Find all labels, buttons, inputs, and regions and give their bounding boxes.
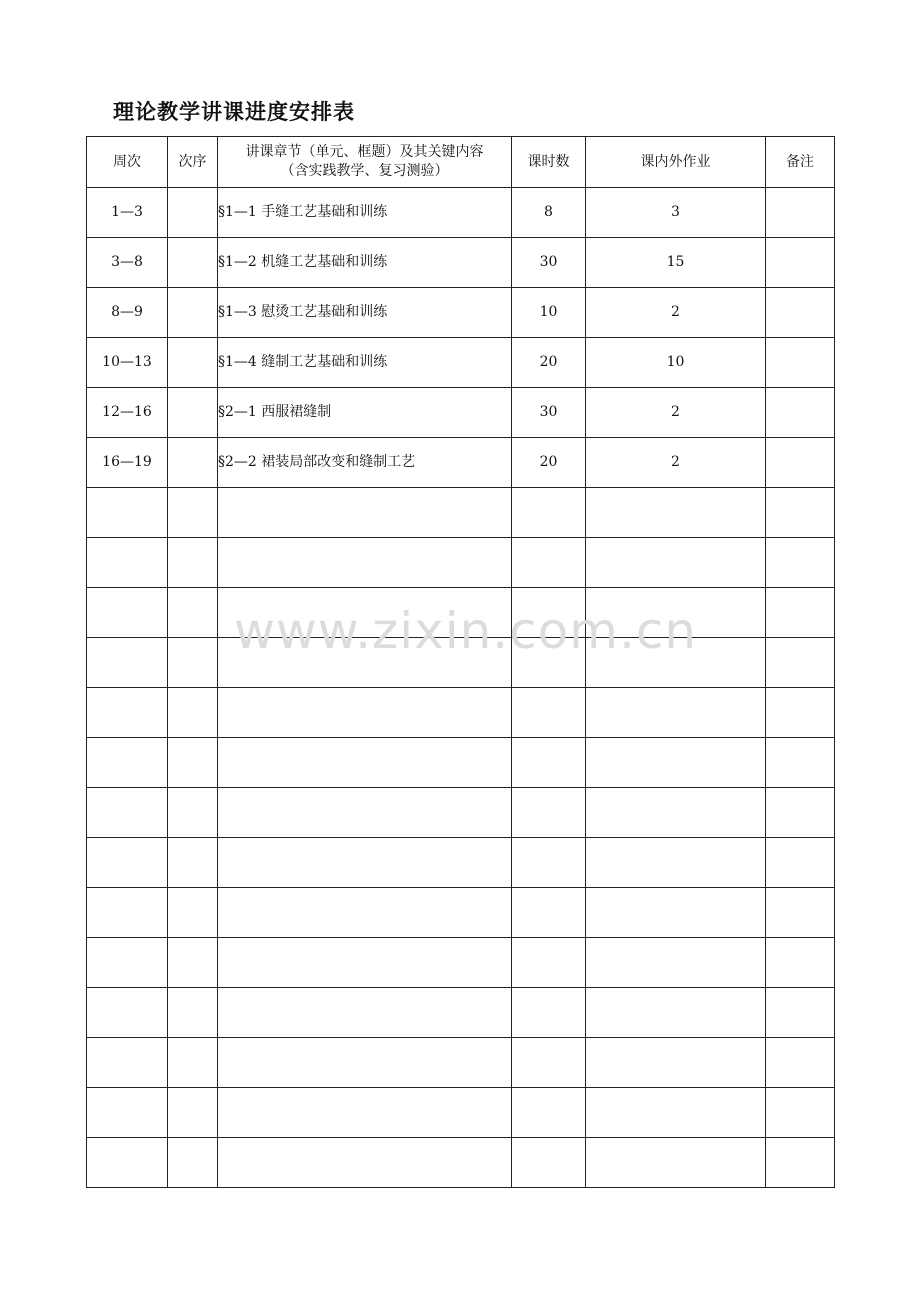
table-row bbox=[87, 338, 835, 388]
cell-topic bbox=[218, 688, 512, 738]
cell-remarks bbox=[766, 938, 835, 988]
cell-homework bbox=[586, 788, 766, 838]
cell-week bbox=[87, 1138, 168, 1188]
table-row bbox=[87, 988, 835, 1038]
schedule-table bbox=[86, 136, 835, 1188]
cell-topic: §2—2 裙装局部改变和缝制工艺 bbox=[218, 438, 512, 488]
cell-order bbox=[168, 438, 218, 488]
cell-hours bbox=[512, 538, 586, 588]
cell-remarks bbox=[766, 988, 835, 1038]
cell-order bbox=[168, 538, 218, 588]
cell-homework bbox=[586, 738, 766, 788]
cell-hours bbox=[512, 588, 586, 638]
cell-week bbox=[87, 638, 168, 688]
cell-hours bbox=[512, 838, 586, 888]
watermark-text: www.zixin.com.cn bbox=[234, 602, 698, 660]
table-row bbox=[87, 188, 835, 238]
cell-topic bbox=[218, 588, 512, 638]
cell-order bbox=[168, 738, 218, 788]
table-row bbox=[87, 438, 835, 488]
cell-hours: 8 bbox=[512, 188, 586, 238]
table-row bbox=[87, 788, 835, 838]
table-row bbox=[87, 388, 835, 438]
cell-remarks bbox=[766, 788, 835, 838]
cell-homework bbox=[586, 1138, 766, 1188]
cell-remarks bbox=[766, 338, 835, 388]
cell-hours: 20 bbox=[512, 438, 586, 488]
cell-week: 16—19 bbox=[87, 438, 168, 488]
table-header-row bbox=[87, 137, 835, 188]
cell-order bbox=[168, 638, 218, 688]
cell-hours bbox=[512, 1088, 586, 1138]
cell-topic: §1—4 缝制工艺基础和训练 bbox=[218, 338, 512, 388]
cell-hours bbox=[512, 638, 586, 688]
cell-homework: 10 bbox=[586, 338, 766, 388]
cell-week: 12—16 bbox=[87, 388, 168, 438]
cell-homework bbox=[586, 888, 766, 938]
cell-topic bbox=[218, 1038, 512, 1088]
header-homework: 课内外作业 bbox=[586, 137, 766, 188]
cell-week bbox=[87, 488, 168, 538]
cell-remarks bbox=[766, 188, 835, 238]
table-row bbox=[87, 938, 835, 988]
cell-order bbox=[168, 1038, 218, 1088]
cell-homework bbox=[586, 1038, 766, 1088]
cell-week bbox=[87, 1088, 168, 1138]
cell-order bbox=[168, 838, 218, 888]
cell-remarks bbox=[766, 588, 835, 638]
cell-week bbox=[87, 688, 168, 738]
cell-topic bbox=[218, 888, 512, 938]
cell-hours bbox=[512, 938, 586, 988]
cell-hours bbox=[512, 988, 586, 1038]
cell-order bbox=[168, 1088, 218, 1138]
cell-hours: 20 bbox=[512, 338, 586, 388]
cell-topic: §2—1 西服裙缝制 bbox=[218, 388, 512, 438]
cell-remarks bbox=[766, 388, 835, 438]
page-title: 理论教学讲课进度安排表 bbox=[113, 100, 355, 124]
cell-week bbox=[87, 588, 168, 638]
cell-remarks bbox=[766, 738, 835, 788]
cell-topic: §1—2 机缝工艺基础和训练 bbox=[218, 238, 512, 288]
table-row bbox=[87, 888, 835, 938]
cell-topic: §1—1 手缝工艺基础和训练 bbox=[218, 188, 512, 238]
cell-remarks bbox=[766, 488, 835, 538]
cell-remarks bbox=[766, 538, 835, 588]
cell-topic bbox=[218, 1138, 512, 1188]
cell-order bbox=[168, 888, 218, 938]
cell-hours bbox=[512, 738, 586, 788]
cell-homework: 2 bbox=[586, 388, 766, 438]
cell-week bbox=[87, 1038, 168, 1088]
cell-order bbox=[168, 188, 218, 238]
table-row bbox=[87, 238, 835, 288]
cell-topic: §1—3 慰烫工艺基础和训练 bbox=[218, 288, 512, 338]
cell-remarks bbox=[766, 838, 835, 888]
cell-remarks bbox=[766, 238, 835, 288]
cell-topic bbox=[218, 638, 512, 688]
table-row bbox=[87, 738, 835, 788]
cell-week bbox=[87, 988, 168, 1038]
cell-week bbox=[87, 938, 168, 988]
cell-order bbox=[168, 288, 218, 338]
cell-hours bbox=[512, 888, 586, 938]
cell-week: 10—13 bbox=[87, 338, 168, 388]
cell-week: 1—3 bbox=[87, 188, 168, 238]
header-remarks: 备注 bbox=[766, 137, 835, 188]
cell-topic bbox=[218, 988, 512, 1038]
cell-order bbox=[168, 938, 218, 988]
cell-homework bbox=[586, 588, 766, 638]
table-row bbox=[87, 1038, 835, 1088]
table-row bbox=[87, 838, 835, 888]
cell-order bbox=[168, 688, 218, 738]
cell-order bbox=[168, 388, 218, 438]
cell-hours bbox=[512, 1038, 586, 1088]
cell-week: 8—9 bbox=[87, 288, 168, 338]
cell-remarks bbox=[766, 888, 835, 938]
header-topic: 讲课章节（单元、框题）及其关键内容（含实践教学、复习测验） bbox=[218, 137, 512, 188]
cell-remarks bbox=[766, 1138, 835, 1188]
cell-order bbox=[168, 988, 218, 1038]
cell-order bbox=[168, 238, 218, 288]
cell-homework bbox=[586, 938, 766, 988]
cell-hours: 30 bbox=[512, 238, 586, 288]
table-row bbox=[87, 688, 835, 738]
cell-hours bbox=[512, 1138, 586, 1188]
cell-remarks bbox=[766, 288, 835, 338]
cell-homework bbox=[586, 488, 766, 538]
cell-week bbox=[87, 788, 168, 838]
cell-week bbox=[87, 888, 168, 938]
cell-hours bbox=[512, 788, 586, 838]
cell-order bbox=[168, 588, 218, 638]
cell-week: 3—8 bbox=[87, 238, 168, 288]
cell-homework: 2 bbox=[586, 438, 766, 488]
header-order: 次序 bbox=[168, 137, 218, 188]
cell-hours: 10 bbox=[512, 288, 586, 338]
cell-order bbox=[168, 488, 218, 538]
cell-week bbox=[87, 538, 168, 588]
table-row bbox=[87, 288, 835, 338]
table-row bbox=[87, 488, 835, 538]
table-row bbox=[87, 538, 835, 588]
cell-topic bbox=[218, 938, 512, 988]
cell-remarks bbox=[766, 688, 835, 738]
table-row bbox=[87, 638, 835, 688]
cell-topic bbox=[218, 838, 512, 888]
table-row bbox=[87, 1088, 835, 1138]
table-row bbox=[87, 588, 835, 638]
cell-remarks bbox=[766, 1088, 835, 1138]
header-week: 周次 bbox=[87, 137, 168, 188]
cell-topic bbox=[218, 788, 512, 838]
cell-order bbox=[168, 788, 218, 838]
cell-topic bbox=[218, 738, 512, 788]
cell-homework bbox=[586, 1088, 766, 1138]
cell-remarks bbox=[766, 438, 835, 488]
cell-homework bbox=[586, 688, 766, 738]
cell-homework bbox=[586, 638, 766, 688]
cell-week bbox=[87, 738, 168, 788]
cell-homework bbox=[586, 838, 766, 888]
cell-remarks bbox=[766, 1038, 835, 1088]
cell-homework: 3 bbox=[586, 188, 766, 238]
cell-week bbox=[87, 838, 168, 888]
cell-remarks bbox=[766, 638, 835, 688]
cell-hours: 30 bbox=[512, 388, 586, 438]
cell-hours bbox=[512, 488, 586, 538]
cell-homework: 2 bbox=[586, 288, 766, 338]
cell-topic bbox=[218, 538, 512, 588]
cell-order bbox=[168, 338, 218, 388]
table-row bbox=[87, 1138, 835, 1188]
cell-homework bbox=[586, 988, 766, 1038]
cell-topic bbox=[218, 488, 512, 538]
cell-topic bbox=[218, 1088, 512, 1138]
cell-homework bbox=[586, 538, 766, 588]
cell-homework: 15 bbox=[586, 238, 766, 288]
cell-hours bbox=[512, 688, 586, 738]
header-hours: 课时数 bbox=[512, 137, 586, 188]
cell-order bbox=[168, 1138, 218, 1188]
